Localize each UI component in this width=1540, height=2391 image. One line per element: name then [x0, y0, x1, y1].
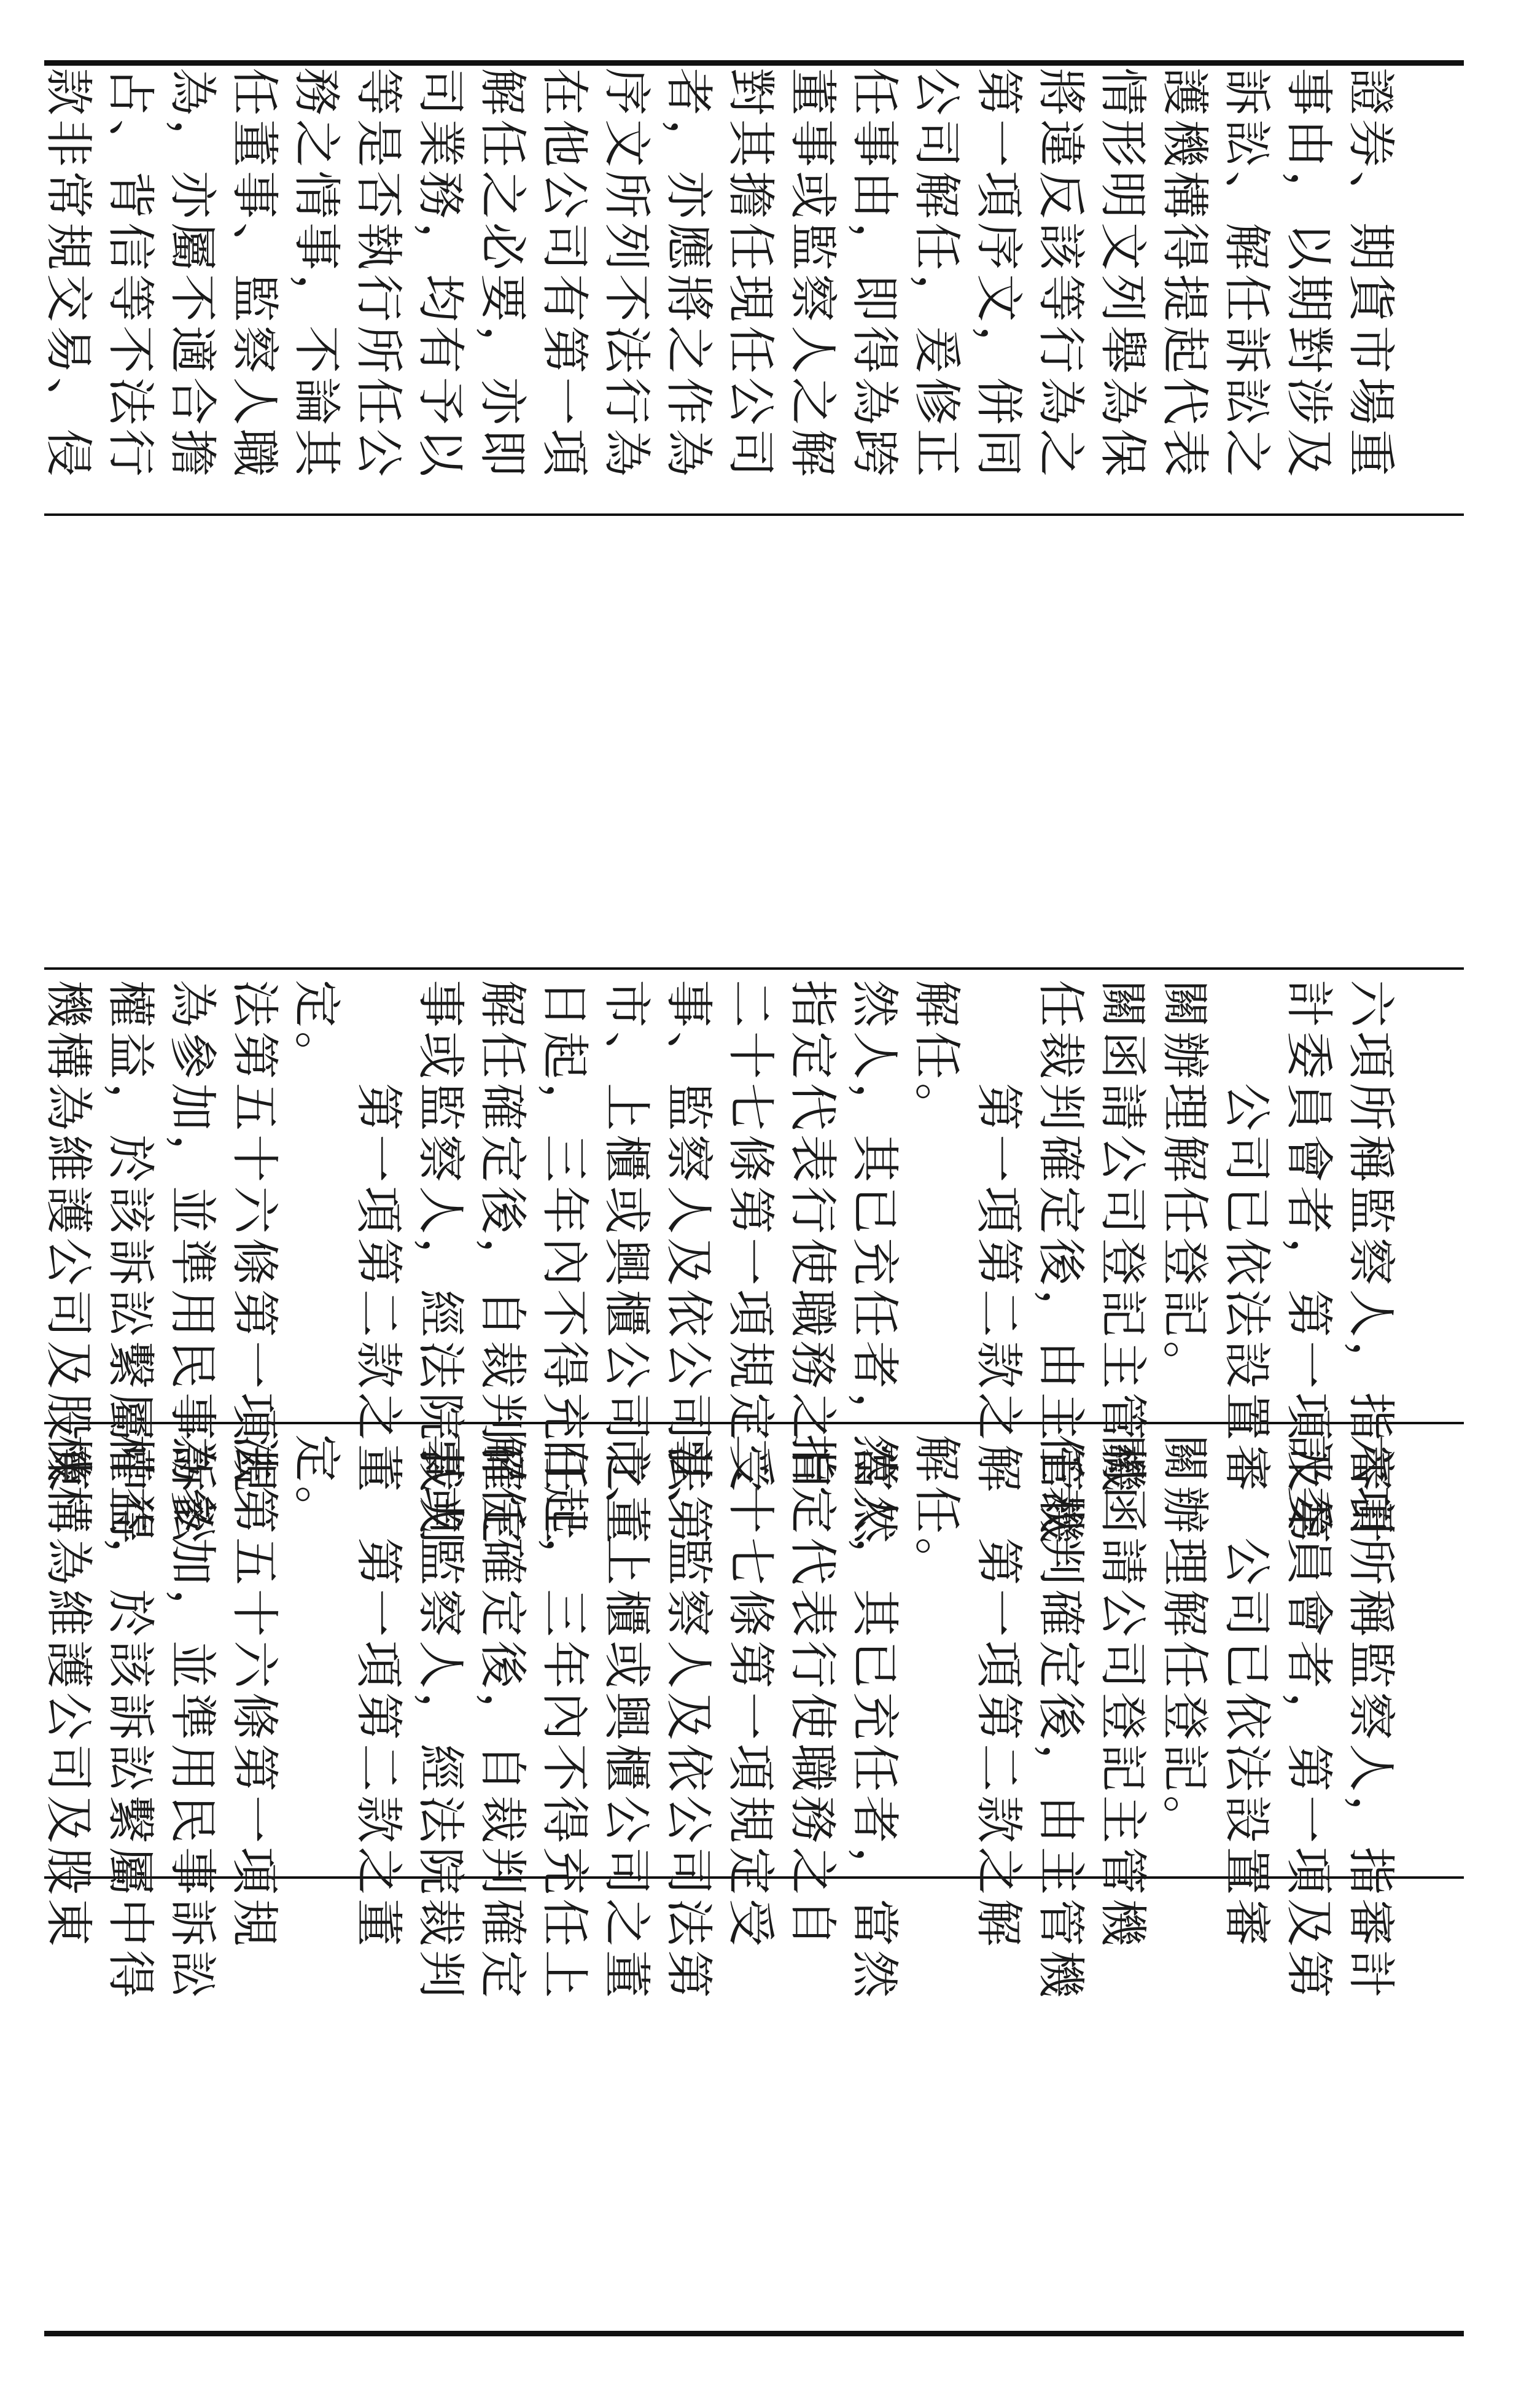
text-line: 解任確定後，自裁判確定	[475, 980, 530, 1548]
text-line: 事、監察人及依公司法第	[661, 980, 716, 1548]
text-line: 定。	[289, 1434, 344, 1538]
text-line: 證券、期貨市場重	[1343, 68, 1398, 481]
text-line: 事或監察人，經法院裁判	[413, 980, 468, 1548]
section-rule-1	[44, 513, 1464, 516]
text-line: 情形明文列舉為保	[1095, 68, 1150, 481]
text-line: 解任。	[909, 1434, 964, 1589]
text-line: 將違反該等行為之	[1033, 68, 1088, 481]
text-line: 董事或監察人之解	[785, 68, 840, 481]
text-line: 計委員會者，第一項及第	[1281, 980, 1336, 1548]
text-line: 二十七條第一項規定受	[723, 1434, 778, 1951]
text-line: 公司已依法設置審	[1219, 1434, 1274, 1951]
text-line: 等是否執行所任公	[351, 68, 406, 481]
text-line: 日起，三年內不得充任上	[537, 1434, 592, 2002]
text-line: 為參加，並準用民事訴訟	[165, 1434, 220, 2002]
text-line: 者，亦應將之作為	[661, 68, 716, 481]
text-line: 市、上櫃或興櫃公司之董	[599, 980, 654, 1548]
text-line: 訴訟、解任訴訟之	[1219, 68, 1274, 481]
text-line: 定。	[289, 980, 344, 1083]
text-line: 機構為維護公司及股東	[41, 980, 96, 1496]
bottom-rule	[44, 2331, 1464, 2336]
text-line: 第一項序文，併同	[971, 68, 1026, 481]
text-line: 指定代表行使職務之自	[785, 1434, 840, 1951]
text-line: 然人，其已充任者，當然	[847, 980, 902, 1548]
text-line: 公司已依法設置審	[1219, 980, 1274, 1496]
text-line: 護機構得提起代表	[1157, 68, 1212, 481]
text-line: 序文所列不法行為	[599, 68, 654, 481]
text-line: 為參加，並準用民事訴訟	[165, 980, 220, 1548]
text-line: 任事由，即得為跨	[847, 68, 902, 481]
text-line: 市、上櫃或興櫃公司之董	[599, 1434, 654, 2002]
text-line: 在他公司有第一項	[537, 68, 592, 481]
text-line: 解任之必要，亦即	[475, 68, 530, 481]
section-rule-2	[44, 967, 1464, 970]
text-line: 六項所稱監察人，指審計	[1343, 1434, 1398, 2002]
text-line: 關辦理解任登記。	[1157, 980, 1212, 1393]
text-line: 公司解任，爰修正	[909, 68, 964, 481]
text-line: 關辦理解任登記。	[1157, 1434, 1212, 1847]
top-rule	[44, 60, 1464, 66]
text-line: 第一項第二款之解	[971, 980, 1026, 1496]
text-line: 二十七條第一項規定受	[723, 980, 778, 1496]
text-line: 然人，其已充任者，當然	[847, 1434, 902, 2002]
text-line: 法第五十六條第一項規	[227, 980, 282, 1496]
text-line: 任裁判確定後，由主管機	[1033, 980, 1088, 1548]
text-line: 第一項第二款之董	[351, 980, 406, 1496]
text-line: 第一項第二款之董	[351, 1434, 406, 1951]
text-line: 權益，於該訴訟繫屬中得	[103, 980, 158, 1548]
text-line: 法第五十六條第一項規	[227, 1434, 282, 1951]
text-line: 關函請公司登記主管機	[1095, 980, 1150, 1496]
text-line: 務之情事，不論其	[289, 68, 344, 481]
text-line: 占、背信等不法行	[103, 68, 158, 481]
text-line: 第一項第二款之解	[971, 1434, 1026, 1951]
text-line: 日起，三年內不得充任上	[537, 980, 592, 1548]
text-line: 事或監察人，經法院裁判	[413, 1434, 468, 2002]
text-line: 任董事、監察人職	[227, 68, 282, 481]
text-line: 六項所稱監察人，指審計	[1343, 980, 1398, 1548]
text-block-article-b	[0, 980, 1540, 1548]
text-line: 指定代表行使職務之自	[785, 980, 840, 1496]
text-line: 權益，於該訴訟繫屬中得	[103, 1434, 158, 2002]
text-line: 為，亦屬不適合擔	[165, 68, 220, 481]
text-line: 解任。	[909, 980, 964, 1135]
text-line: 款非常規交易、侵	[41, 68, 96, 481]
text-line: 機構為維護公司及股東	[41, 1434, 96, 1951]
text-line: 計委員會者，第一項及第	[1281, 1434, 1336, 2002]
text-line: 司業務，均有予以	[413, 68, 468, 481]
text-line: 關函請公司登記主管機	[1095, 1434, 1150, 1951]
text-block-commentary	[0, 68, 1540, 510]
text-line: 事、監察人及依公司法第	[661, 1434, 716, 2002]
text-line: 對其擔任現任公司	[723, 68, 778, 481]
text-line: 事由，以期對涉及	[1281, 68, 1336, 481]
text-line: 解任確定後，自裁判確定	[475, 1434, 530, 2002]
text-block-article-a	[0, 1434, 1540, 2048]
text-line: 任裁判確定後，由主管機	[1033, 1434, 1088, 2002]
